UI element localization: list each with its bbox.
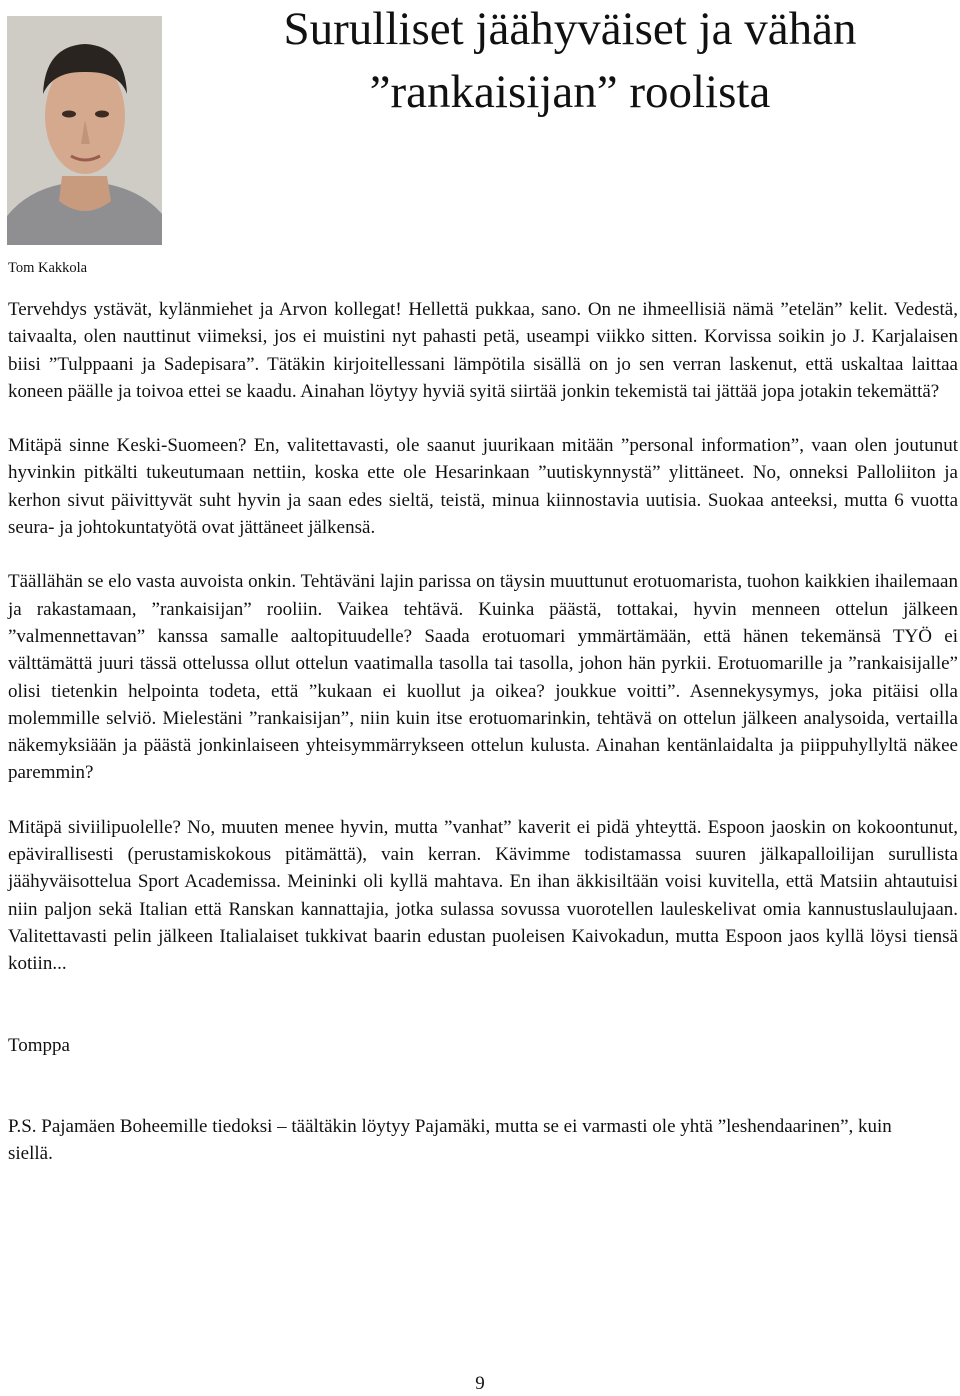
title-line-1: Surulliset jäähyväiset ja vähän	[283, 3, 857, 55]
portrait-image	[7, 16, 162, 245]
photo-caption: Tom Kakkola	[8, 260, 88, 276]
page-number: 9	[475, 1373, 485, 1394]
title-line-2: ”rankaisijan” roolista	[369, 66, 771, 118]
article-title	[180, 0, 960, 124]
paragraph: Tervehdys ystävät, kylänmiehet ja Arvon kollegat! Hellettä pukkaa, sano. On ne ihmeellisiä nämä ”etelän” kelit. Vedestä, taivaalta, olen nauttinut viimeksi, jos ei muistini nyt pahasti petä, useampi viikko sitten. Korvissa soikin jo J. Karjalaisen biisi ”Tulppaani ja Sadepisara”. Tätäkin kirjoitellessani lämpötila sisällä on jo sen verran laskenut, että uskaltaa laittaa koneen päälle ja toivoa ettei se kaadu. Ainahan löytyy hyviä syitä siirtää jonkin tekemistä tai jättää jopa jotakin tekemättä?	[8, 299, 958, 402]
signature: Tomppa	[8, 1034, 70, 1056]
paragraph: Mitäpä sinne Keski-Suomeen? En, valitettavasti, ole saanut juurikaan mitään ”personal information”, vaan olen joutunut hyvinkin pitkälti tukeutumaan nettiin, koska ette ole Hesarinkaan ”uutiskynnystä” ylittäneet. No, onneksi Palloliiton ja kerhon sivut päivittyvät suht hyvin ja saan edes sieltä, teistä, minua kiinnostavia uutisia. Suokaa anteeksi, mutta 6 vuotta seura- ja johtokuntatyötä ovat jättäneet jälkensä.	[8, 435, 958, 539]
author-photo	[7, 16, 162, 245]
article-body	[8, 296, 958, 1167]
postscript: P.S. Pajamäen Boheemille tiedoksi – täältäkin löytyy Pajamäki, mutta se ei varmasti ole yhtä ”leshendaarinen”, kuin siellä.	[8, 1115, 892, 1165]
paragraph: Mitäpä siviilipuolelle? No, muuten menee hyvin, mutta ”vanhat” kaverit ei pidä yhteyttä. Espoon jaoskin on kokoontunut, epävirallisesti (perustamiskokous pitämättä), vain kerran. Kävimme todistamassa suuren jälkapalloilijan surullista jäähyväisottelua Sport Academissa. Meininki oli kyllä mahtava. En ihan äkkisiltään voisi kuvitella, että Matsiin ahtautuisi niin paljon sekä Italian että Ranskan kannattajia, jotka sulassa sovussa vuorotellen lauleskelivat omia kannustuslaulujaan. Valitettavasti pelin jälkeen Italialaiset tukkivat baarin edustan puoleisen Kaivokadun, mutta Espoon jaos kyllä löysi tiensä kotiin...	[8, 816, 958, 975]
paragraph: Täällähän se elo vasta auvoista onkin. Tehtäväni lajin parissa on täysin muuttunut erotuomarista, tuohon kaikkien ihailemaan ja rakastamaan, ”rankaisijan” rooliin. Vaikea tehtävä. Kuinka päästä, tottakai, hyvin menneen ottelun jälkeen ”valmennettavan” kanssa samalle aaltopituudelle? Saada erotuomari ymmärtämään, että hänen tekemänsä TYÖ ei välttämättä juuri tässä ottelussa ollut ottelun vaatimalla tasolla tai tasolla, johon hän pyrkii. Erotuomarille ja ”rankaisijalle” olisi tietenkin helpointa todeta, että ”kukaan ei kuollut ja oikea? joukkue voitti”. Asennekysymys, joka pitäisi olla molemmille selviö. Mielestäni ”rankaisijan”, niin kuin itse erotuomarinkin, tehtävä on ottelun jälkeen analysoida, vertailla näkemyksiään ja päästä jonkinlaiseen yhteisymmärrykseen ottelun kulusta. Ainahan kentänlaidalta ja piippuhyllyltä näkee paremmin?	[8, 571, 958, 784]
